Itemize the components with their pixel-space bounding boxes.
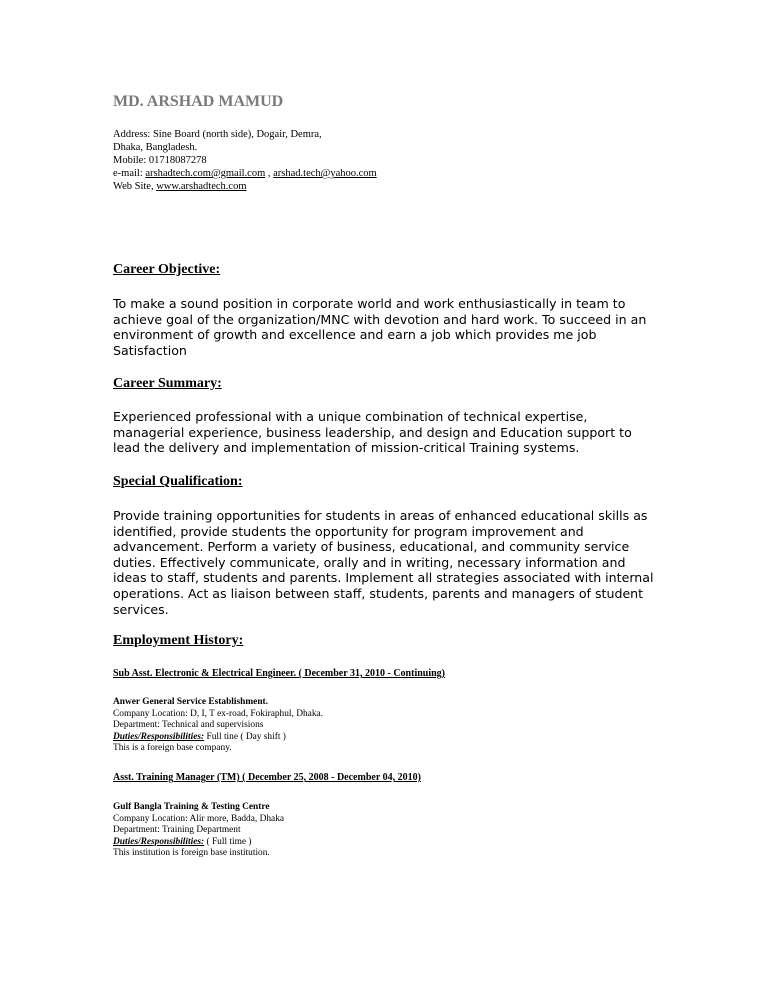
contact-block (113, 128, 377, 193)
duties-line-2 (113, 837, 284, 849)
department-2: Department: Training Department (113, 825, 241, 835)
company-note-1: This is a foreign base company. (113, 743, 232, 753)
career-objective-heading: Career Objective: (113, 262, 221, 277)
website-link[interactable]: www.arshadtech.com (156, 181, 247, 192)
website-prefix: Web Site, (113, 181, 157, 192)
special-qualification-text: Provide training opportunities for students in areas of enhanced educational skills as identified, provide students the opportunity for program improvement and advancement. Perform a variety of business, educational, and community service duties. Effectively communicate, orally and in writing, necessary information and ideas to staff, students and parents. Implement all strategies associated with internal operations. Act as liaison between staff, students, parents and managers of student services. (113, 508, 654, 617)
email-separator: , (265, 168, 274, 179)
department-1: Department: Technical and supervisions (113, 720, 264, 730)
duties-value-2: ( Full time ) (204, 836, 252, 847)
company-name-1: Anwer General Service Establishment. (113, 697, 269, 707)
email-prefix: e-mail: (113, 168, 146, 179)
job-details-2 (113, 802, 284, 860)
duties-label-1: Duties/Responsibilities: (113, 731, 205, 742)
company-location-1: Company Location: D, I, T ex-road, Fokiraphul, Dhaka. (113, 708, 324, 719)
address-line-1: Address: Sine Board (north side), Dogair, Demra, (113, 129, 322, 140)
address-line-2: Dhaka, Bangladesh. (113, 142, 198, 153)
candidate-name: MD. ARSHAD MAMUD (113, 93, 284, 110)
mobile-number: Mobile: 01718087278 (113, 155, 207, 166)
career-objective-text: To make a sound position in corporate world and work enthusiastically in team to achieve goal of the organization/MNC with devotion and hard work. To succeed in an environment of growth and excellence and earn a job which provides me job Satisfaction (113, 296, 647, 358)
career-summary-heading: Career Summary: (113, 376, 222, 391)
duties-line-1 (113, 732, 323, 744)
duties-label-2: Duties/Responsibilities: (113, 836, 205, 847)
email-link-yahoo[interactable]: arshad.tech@yahoo.com (273, 168, 377, 179)
company-location-2: Company Location: Alir more, Badda, Dhaka (113, 813, 285, 824)
job-details-1 (113, 697, 323, 755)
company-name-2: Gulf Bangla Training & Testing Centre (113, 802, 270, 812)
website-line (113, 180, 377, 193)
job-title-2: Asst. Training Manager (TM) ( December 25, 2008 - December 04, 2010) (113, 772, 421, 783)
duties-value-1: Full tine ( Day shift ) (204, 731, 286, 742)
special-qualification-heading: Special Qualification: (113, 474, 243, 489)
email-line (113, 167, 377, 180)
company-note-2: This institution is foreign base institution. (113, 848, 270, 858)
employment-history-heading: Employment History: (113, 633, 244, 648)
career-summary-text: Experienced professional with a unique combination of technical expertise, managerial experience, business leadership, and design and Education support to lead the delivery and implementation of mission-critical Training systems. (113, 409, 632, 456)
email-link-gmail[interactable]: arshadtech.com@gmail.com (145, 168, 266, 179)
job-title-1: Sub Asst. Electronic & Electrical Engineer. ( December 31, 2010 - Continuing) (113, 668, 446, 679)
